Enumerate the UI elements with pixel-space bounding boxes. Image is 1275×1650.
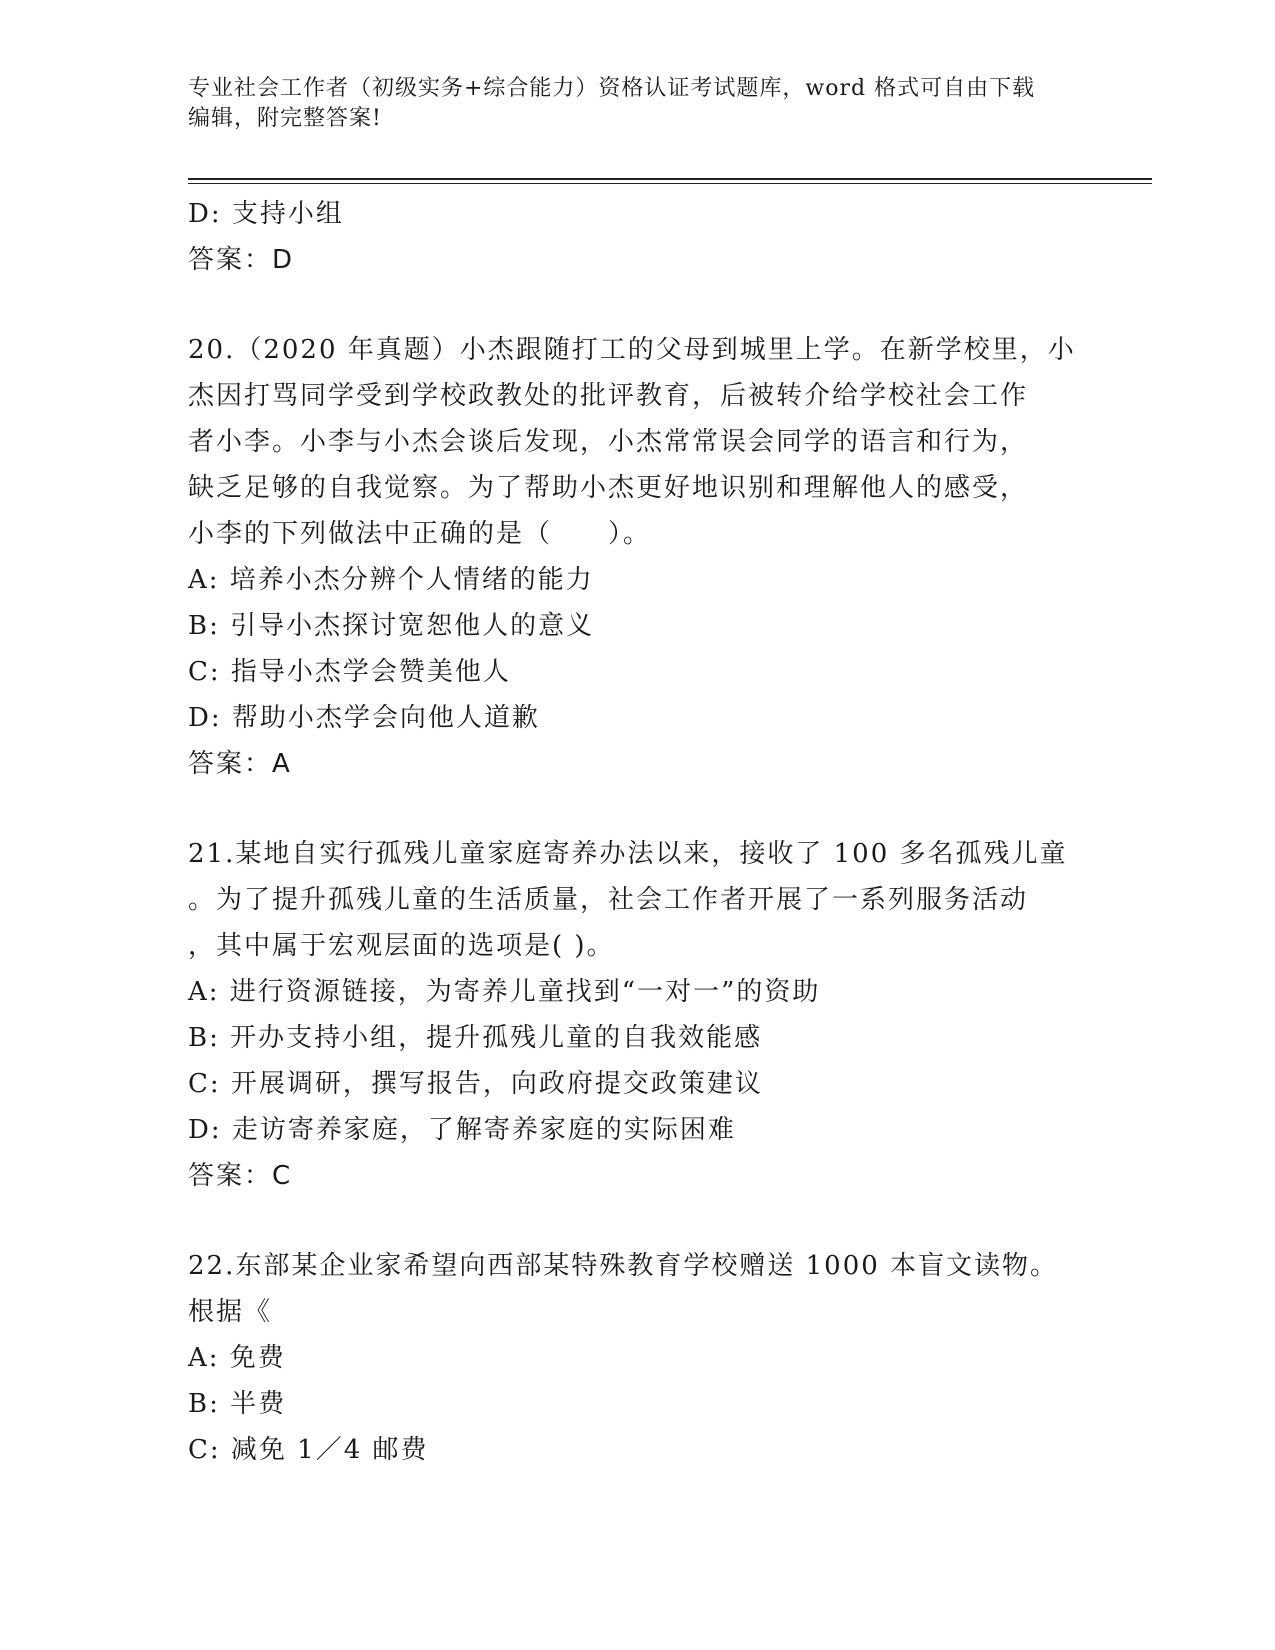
q20-option-b: B: 引导小杰探讨宽恕他人的意义 [188,611,595,641]
question-22 [188,1243,1088,1473]
q22-option-a: A: 免费 [188,1343,286,1373]
q22-stem-line: 根据《 [188,1297,273,1327]
header-divider-thick [188,178,1152,180]
q20-option-c: C: 指导小杰学会赞美他人 [188,657,511,687]
header-divider-thin [188,183,1152,184]
q21-stem-line: ，其中属于宏观层面的选项是( )。 [188,931,615,961]
q21-option-a: A: 进行资源链接，为寄养儿童找到“一对一”的资助 [188,977,821,1007]
q20-stem-line: 杰因打骂同学受到学校政教处的批评教育，后被转介给学校社会工作 [188,381,1029,411]
q20-option-a: A: 培养小杰分辨个人情绪的能力 [188,565,594,595]
q19-answer: 答案：D [188,245,295,275]
spacer [188,787,1088,831]
question-20 [188,327,1088,787]
q20-stem-line: 者小李。小李与小杰会谈后发现，小杰常常误会同学的语言和行为， [188,427,1029,457]
q21-stem-line: 。为了提升孤残儿童的生活质量，社会工作者开展了一系列服务活动 [188,885,1029,915]
q20-stem-line: 小李的下列做法中正确的是（ ）。 [188,519,652,549]
page-header: 专业社会工作者（初级实务+综合能力）资格认证考试题库，word 格式可自由下载 编辑，附完整答案! [188,76,1036,131]
q20-stem-line: 20.（2020 年真题）小杰跟随打工的父母到城里上学。在新学校里，小 [188,335,1076,365]
q22-option-b: B: 半费 [188,1389,287,1419]
q21-option-d: D: 走访寄养家庭，了解寄养家庭的实际困难 [188,1115,736,1145]
question-content [188,191,1088,1473]
q19-option-d: D: 支持小组 [188,199,344,229]
q21-answer: 答案：C [188,1161,293,1191]
question-21 [188,831,1088,1199]
q21-stem-line: 21.某地自实行孤残儿童家庭寄养办法以来，接收了 100 多名孤残儿童 [188,839,1068,869]
q20-stem-line: 缺乏足够的自我觉察。为了帮助小杰更好地识别和理解他人的感受， [188,473,1029,503]
q22-stem-line: 22.东部某企业家希望向西部某特殊教育学校赠送 1000 本盲文读物。 [188,1251,1059,1281]
q21-option-c: C: 开展调研，撰写报告，向政府提交政策建议 [188,1069,763,1099]
q20-option-d: D: 帮助小杰学会向他人道歉 [188,703,540,733]
q20-answer: 答案：A [188,749,292,779]
spacer [188,283,1088,327]
spacer [188,1199,1088,1243]
q22-option-c: C: 减免 1／4 邮费 [188,1435,429,1465]
q21-option-b: B: 开办支持小组，提升孤残儿童的自我效能感 [188,1023,763,1053]
